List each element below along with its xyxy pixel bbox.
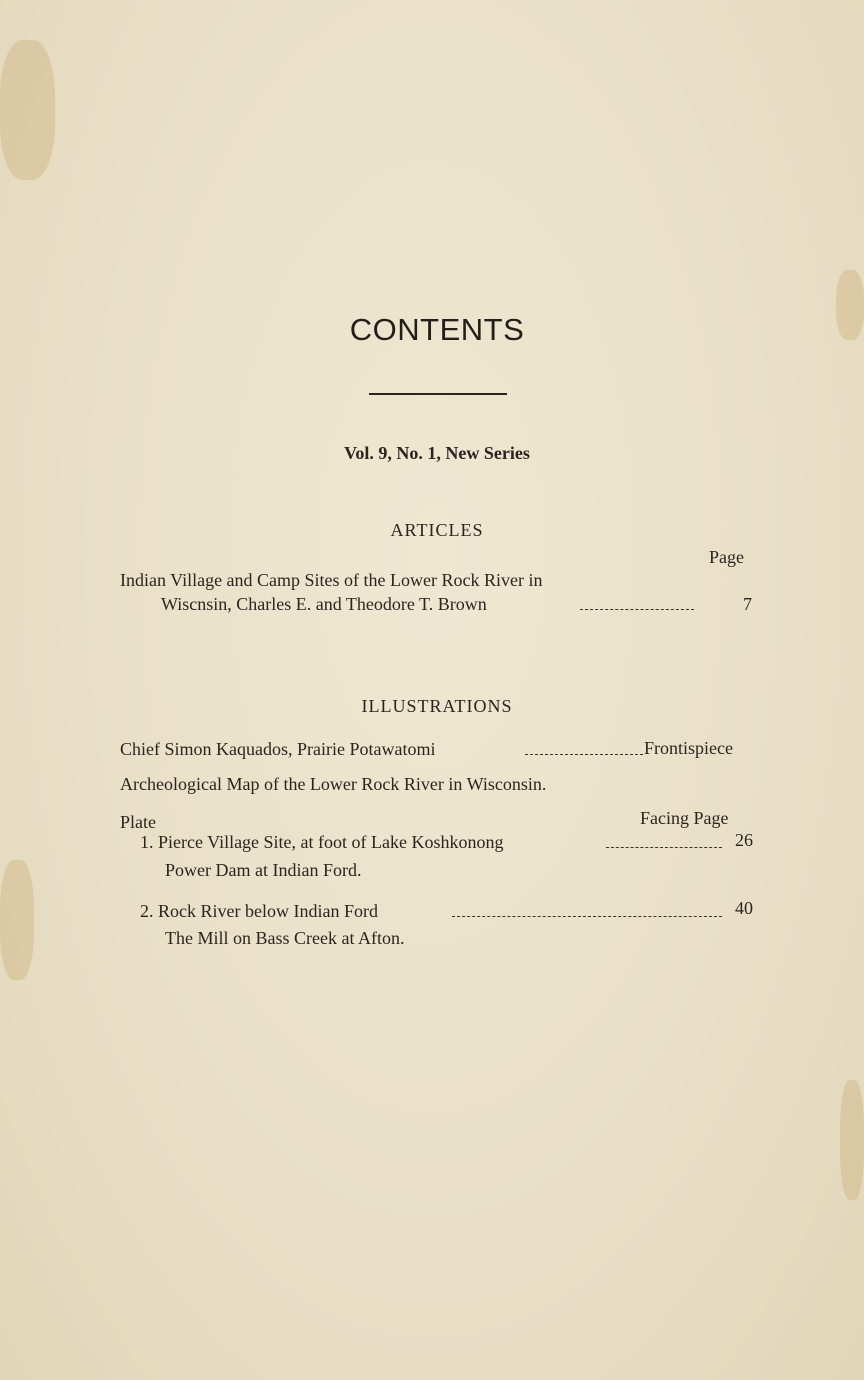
- leader-dots: [580, 609, 694, 610]
- article-title-line2: Wiscnsin, Charles E. and Theodore T. Brown: [161, 594, 487, 614]
- map-title: Archeological Map of the Lower Rock River in Wisconsin.: [120, 774, 547, 794]
- page-column-label: Page: [709, 547, 744, 567]
- facing-page-label: Facing Page: [640, 808, 729, 828]
- paper-stain: [0, 860, 34, 980]
- plate-1-line2: Power Dam at Indian Ford.: [165, 860, 362, 880]
- page-title: CONTENTS: [349, 312, 525, 347]
- frontispiece-title: Chief Simon Kaquados, Prairie Potawatomi: [120, 739, 436, 759]
- series-line: Vol. 9, No. 1, New Series: [344, 443, 530, 463]
- frontispiece-label: Frontispiece: [644, 738, 733, 758]
- plate-2-line2: The Mill on Bass Creek at Afton.: [165, 928, 405, 948]
- article-title-line1: Indian Village and Camp Sites of the Lower Rock River in: [120, 570, 543, 590]
- plate-column-label: Plate: [120, 812, 156, 832]
- leader-dots: [452, 916, 722, 917]
- plate-1-line1: 1. Pierce Village Site, at foot of Lake Koshkonong: [140, 832, 504, 852]
- plate-1-page: 26: [735, 830, 753, 850]
- paper-stain: [840, 1080, 864, 1200]
- plate-2-page: 40: [735, 898, 753, 918]
- article-page-number: 7: [743, 594, 752, 614]
- articles-heading: ARTICLES: [390, 520, 484, 540]
- leader-dots: [525, 754, 643, 755]
- paper-stain: [0, 40, 55, 180]
- title-divider: [369, 393, 507, 395]
- plate-2-line1: 2. Rock River below Indian Ford: [140, 901, 378, 921]
- leader-dots: [606, 847, 722, 848]
- illustrations-heading: ILLUSTRATIONS: [361, 696, 513, 716]
